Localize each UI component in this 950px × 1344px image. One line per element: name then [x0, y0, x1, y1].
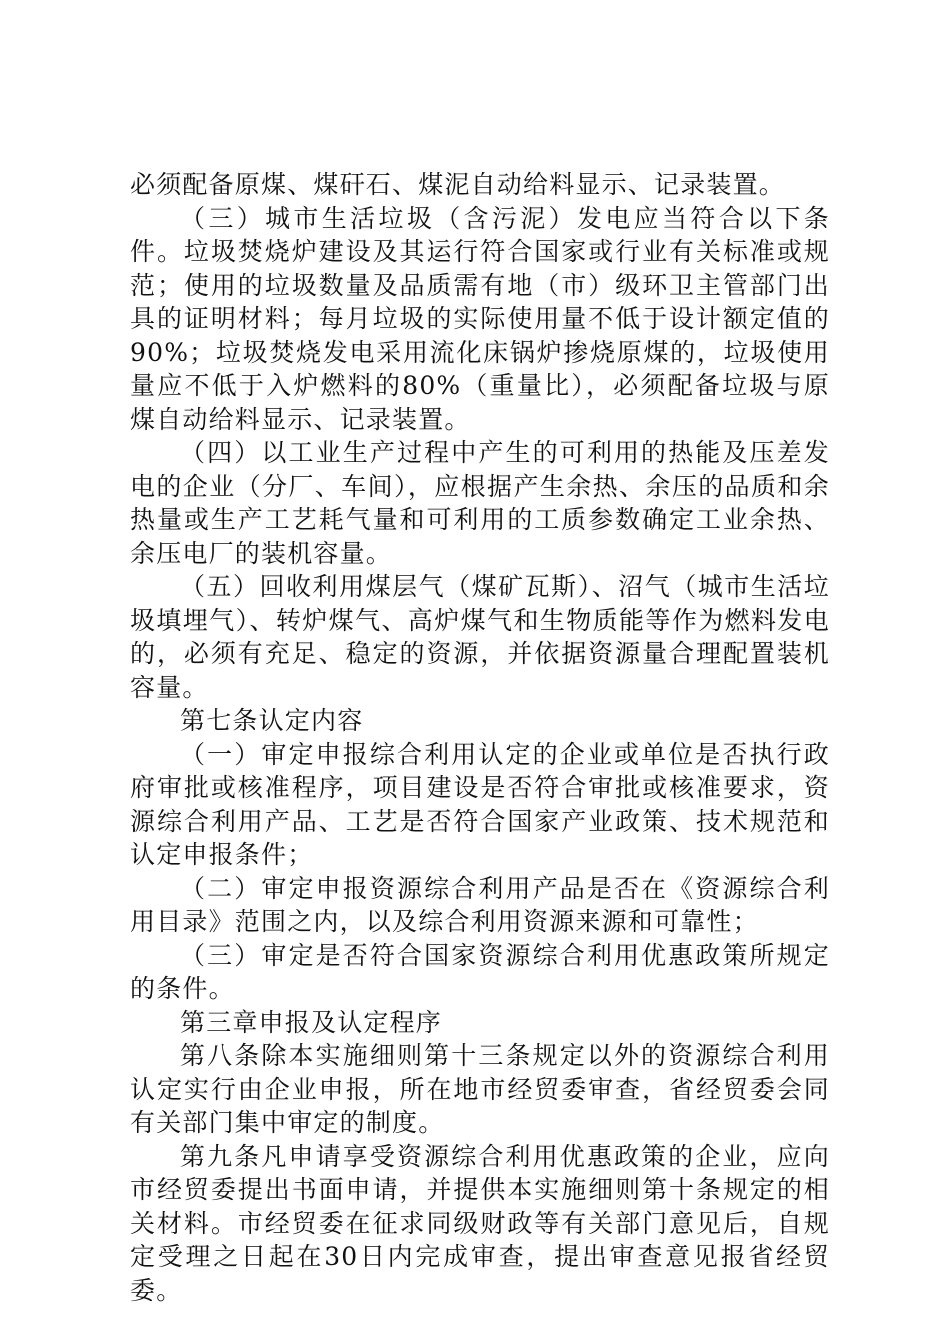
article-8-paragraph: 第八条除本实施细则第十三条规定以外的资源综合利用认定实行由企业申报，所在地市经贸委审查，省经贸委会同有关部门集中审定的制度。: [130, 1041, 830, 1137]
paragraph-item-5: （五）回收利用煤层气（煤矿瓦斯）、沼气（城市生活垃圾填埋气）、转炉煤气、高炉煤气和生物质能等作为燃料发电的，必须有充足、稳定的资源，并依据资源量合理配置装机容量。: [130, 572, 830, 702]
chapter-3-heading: 第三章申报及认定程序: [180, 1007, 443, 1037]
article-9-paragraph: 第九条凡申请享受资源综合利用优惠政策的企业，应向市经贸委提出书面申请，并提供本实施细则第十条规定的相关材料。市经贸委在征求同级财政等有关部门意见后，自规定受理之日起在30日内完成审查，提出审查意见报省经贸委。: [130, 1141, 830, 1305]
paragraph-continuation: 必须配备原煤、煤矸石、煤泥自动给料显示、记录装置。: [130, 170, 786, 199]
article-7-item-2: （二）审定申报资源综合利用产品是否在《资源综合利用目录》范围之内，以及综合利用资源来源和可靠性；: [130, 873, 830, 936]
article-7-item-3: （三）审定是否符合国家资源综合利用优惠政策所规定的条件。: [130, 940, 830, 1003]
paragraph-item-4: （四）以工业生产过程中产生的可利用的热能及压差发电的企业（分厂、车间），应根据产生余热、余压的品质和余热量或生产工艺耗气量和可利用的工质参数确定工业余热、余压电厂的装机容量。: [130, 438, 830, 568]
document-body: [130, 168, 830, 1307]
article-7-item-1: （一）审定申报综合利用认定的企业或单位是否执行政府审批或核准程序，项目建设是否符合审批或核准要求，资源综合利用产品、工艺是否符合国家产业政策、技术规范和认定申报条件；: [130, 739, 830, 869]
paragraph-item-3: （三）城市生活垃圾（含污泥）发电应当符合以下条件。垃圾焚烧炉建设及其运行符合国家或行业有关标准或规范；使用的垃圾数量及品质需有地（市）级环卫主管部门出具的证明材料；每月垃圾的实际使用量不低于设计额定值的90%；垃圾焚烧发电采用流化床锅炉掺烧原煤的，垃圾使用量应不低于入炉燃料的80%（重量比），必须配备垃圾与原煤自动给料显示、记录装置。: [130, 203, 830, 434]
article-7-heading: 第七条认定内容: [180, 706, 364, 735]
